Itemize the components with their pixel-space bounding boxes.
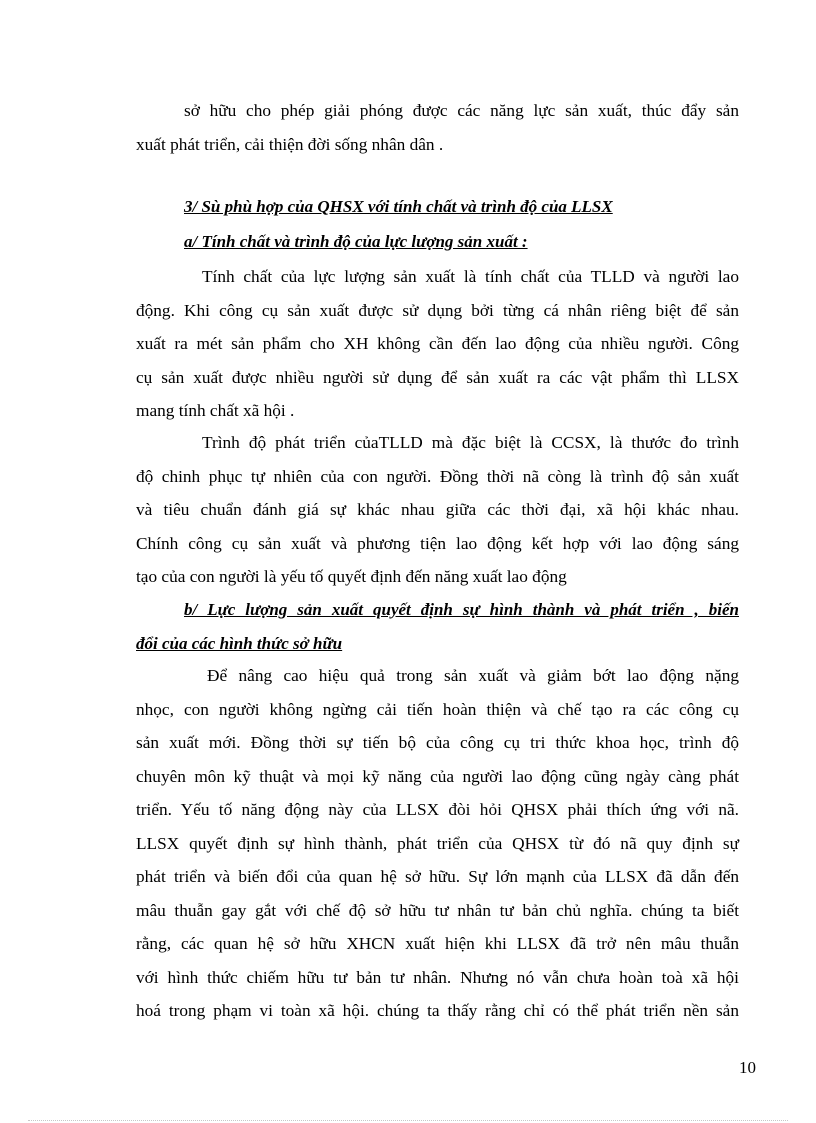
- text-line: động. Khi công cụ sản xuất được sử dụng bởi từng cá nhân riêng biệt để sản: [136, 300, 739, 320]
- subsection-a: [136, 225, 739, 259]
- subsection-a-heading: a/ Tính chất và trình độ của lực lượng sản xuất :: [184, 232, 528, 251]
- intro-paragraph: [136, 94, 739, 161]
- text-line: Chính công cụ sản xuất và phương tiện lao động kết hợp với lao động sáng: [136, 533, 739, 553]
- subsection-a-paragraph-2: [136, 426, 739, 594]
- subsection-b-heading-line-2: đổi của các hình thức sở hữu: [136, 633, 343, 653]
- text-line: với hình thức chiếm hữu tư bản tư nhân. Nhưng nó vẫn chưa hoàn toà xã hội: [136, 967, 739, 987]
- text-line: xuất ra mét sản phẩm cho XH không cần đến lao động của nhiều người. Công: [136, 334, 739, 353]
- text-line: xuất phát triển, cải thiện đời sống nhân dân .: [136, 134, 444, 154]
- text-line: và tiêu chuẩn đánh giá sự khác nhau giữa các thời đại, xã hội khác nhau.: [136, 500, 739, 519]
- text-line: độ chinh phục tự nhiên của con người. Đồng thời nã còng là trình độ sản xuất: [136, 466, 739, 486]
- page-number: 10: [739, 1058, 756, 1077]
- text-line: cụ sản xuất được nhiều người sử dụng để sản xuất ra các vật phẩm thì LLSX: [136, 367, 739, 387]
- text-line: nhọc, con người không ngừng cải tiến hoàn thiện và chế tạo ra các công cụ: [136, 699, 739, 719]
- section-3-heading: 3/ Sù phù hợp của QHSX với tính chất và trình độ của LLSX: [184, 197, 613, 216]
- section-heading: [136, 190, 739, 224]
- text-line: Tính chất của lực lượng sản xuất là tính chất của TLLD và người lao: [202, 267, 739, 286]
- text-line: mang tính chất xã hội .: [136, 401, 295, 420]
- text-line: chuyên môn kỹ thuật và mọi kỹ năng của người lao động cũng ngày càng phát: [136, 766, 739, 786]
- subsection-b: [136, 593, 739, 660]
- text-line: Trình độ phát triển củaTLLD mà đặc biệt là CCSX, là thước đo trình: [202, 433, 739, 452]
- text-line: sở hữu cho phép giải phóng được các năng lực sản xuất, thúc đẩy sản: [184, 101, 739, 120]
- text-line: triển. Yếu tố năng động này của LLSX đòi hỏi QHSX phải thích ứng với nã.: [136, 800, 739, 819]
- page-bottom-divider: [28, 1120, 788, 1121]
- text-line: phát triển và biến đổi của quan hệ sở hữu. Sự lớn mạnh của LLSX đã dẫn đến: [136, 867, 739, 886]
- text-line: sản xuất mới. Đồng thời sự tiến bộ của công cụ tri thức khoa học, trình độ: [136, 733, 739, 752]
- text-line: rằng, các quan hệ sở hữu XHCN xuất hiện khi LLSX đã trở nên mâu thuẫn: [136, 934, 739, 953]
- text-line: Để nâng cao hiệu quả trong sản xuất và giảm bớt lao động nặng: [207, 666, 739, 685]
- subsection-b-heading-line-1: b/ Lực lượng sản xuất quyết định sự hình thành và phát triển , biến: [184, 600, 739, 619]
- text-line: tạo của con người là yếu tố quyết định đến năng xuất lao động: [136, 567, 567, 586]
- subsection-a-paragraph-1: [136, 260, 739, 428]
- text-line: hoá trong phạm vi toàn xã hội. chúng ta thấy rằng chỉ có thể phát triển nền sản: [136, 1001, 739, 1020]
- subsection-b-paragraph-1: [136, 659, 739, 1028]
- text-line: mâu thuẫn gay gắt với chế độ sở hữu tư nhân tư bản chủ nghĩa. chúng ta biết: [136, 900, 739, 920]
- text-line: LLSX quyết định sự hình thành, phát triển của QHSX từ đó nã quy định sự: [136, 833, 739, 853]
